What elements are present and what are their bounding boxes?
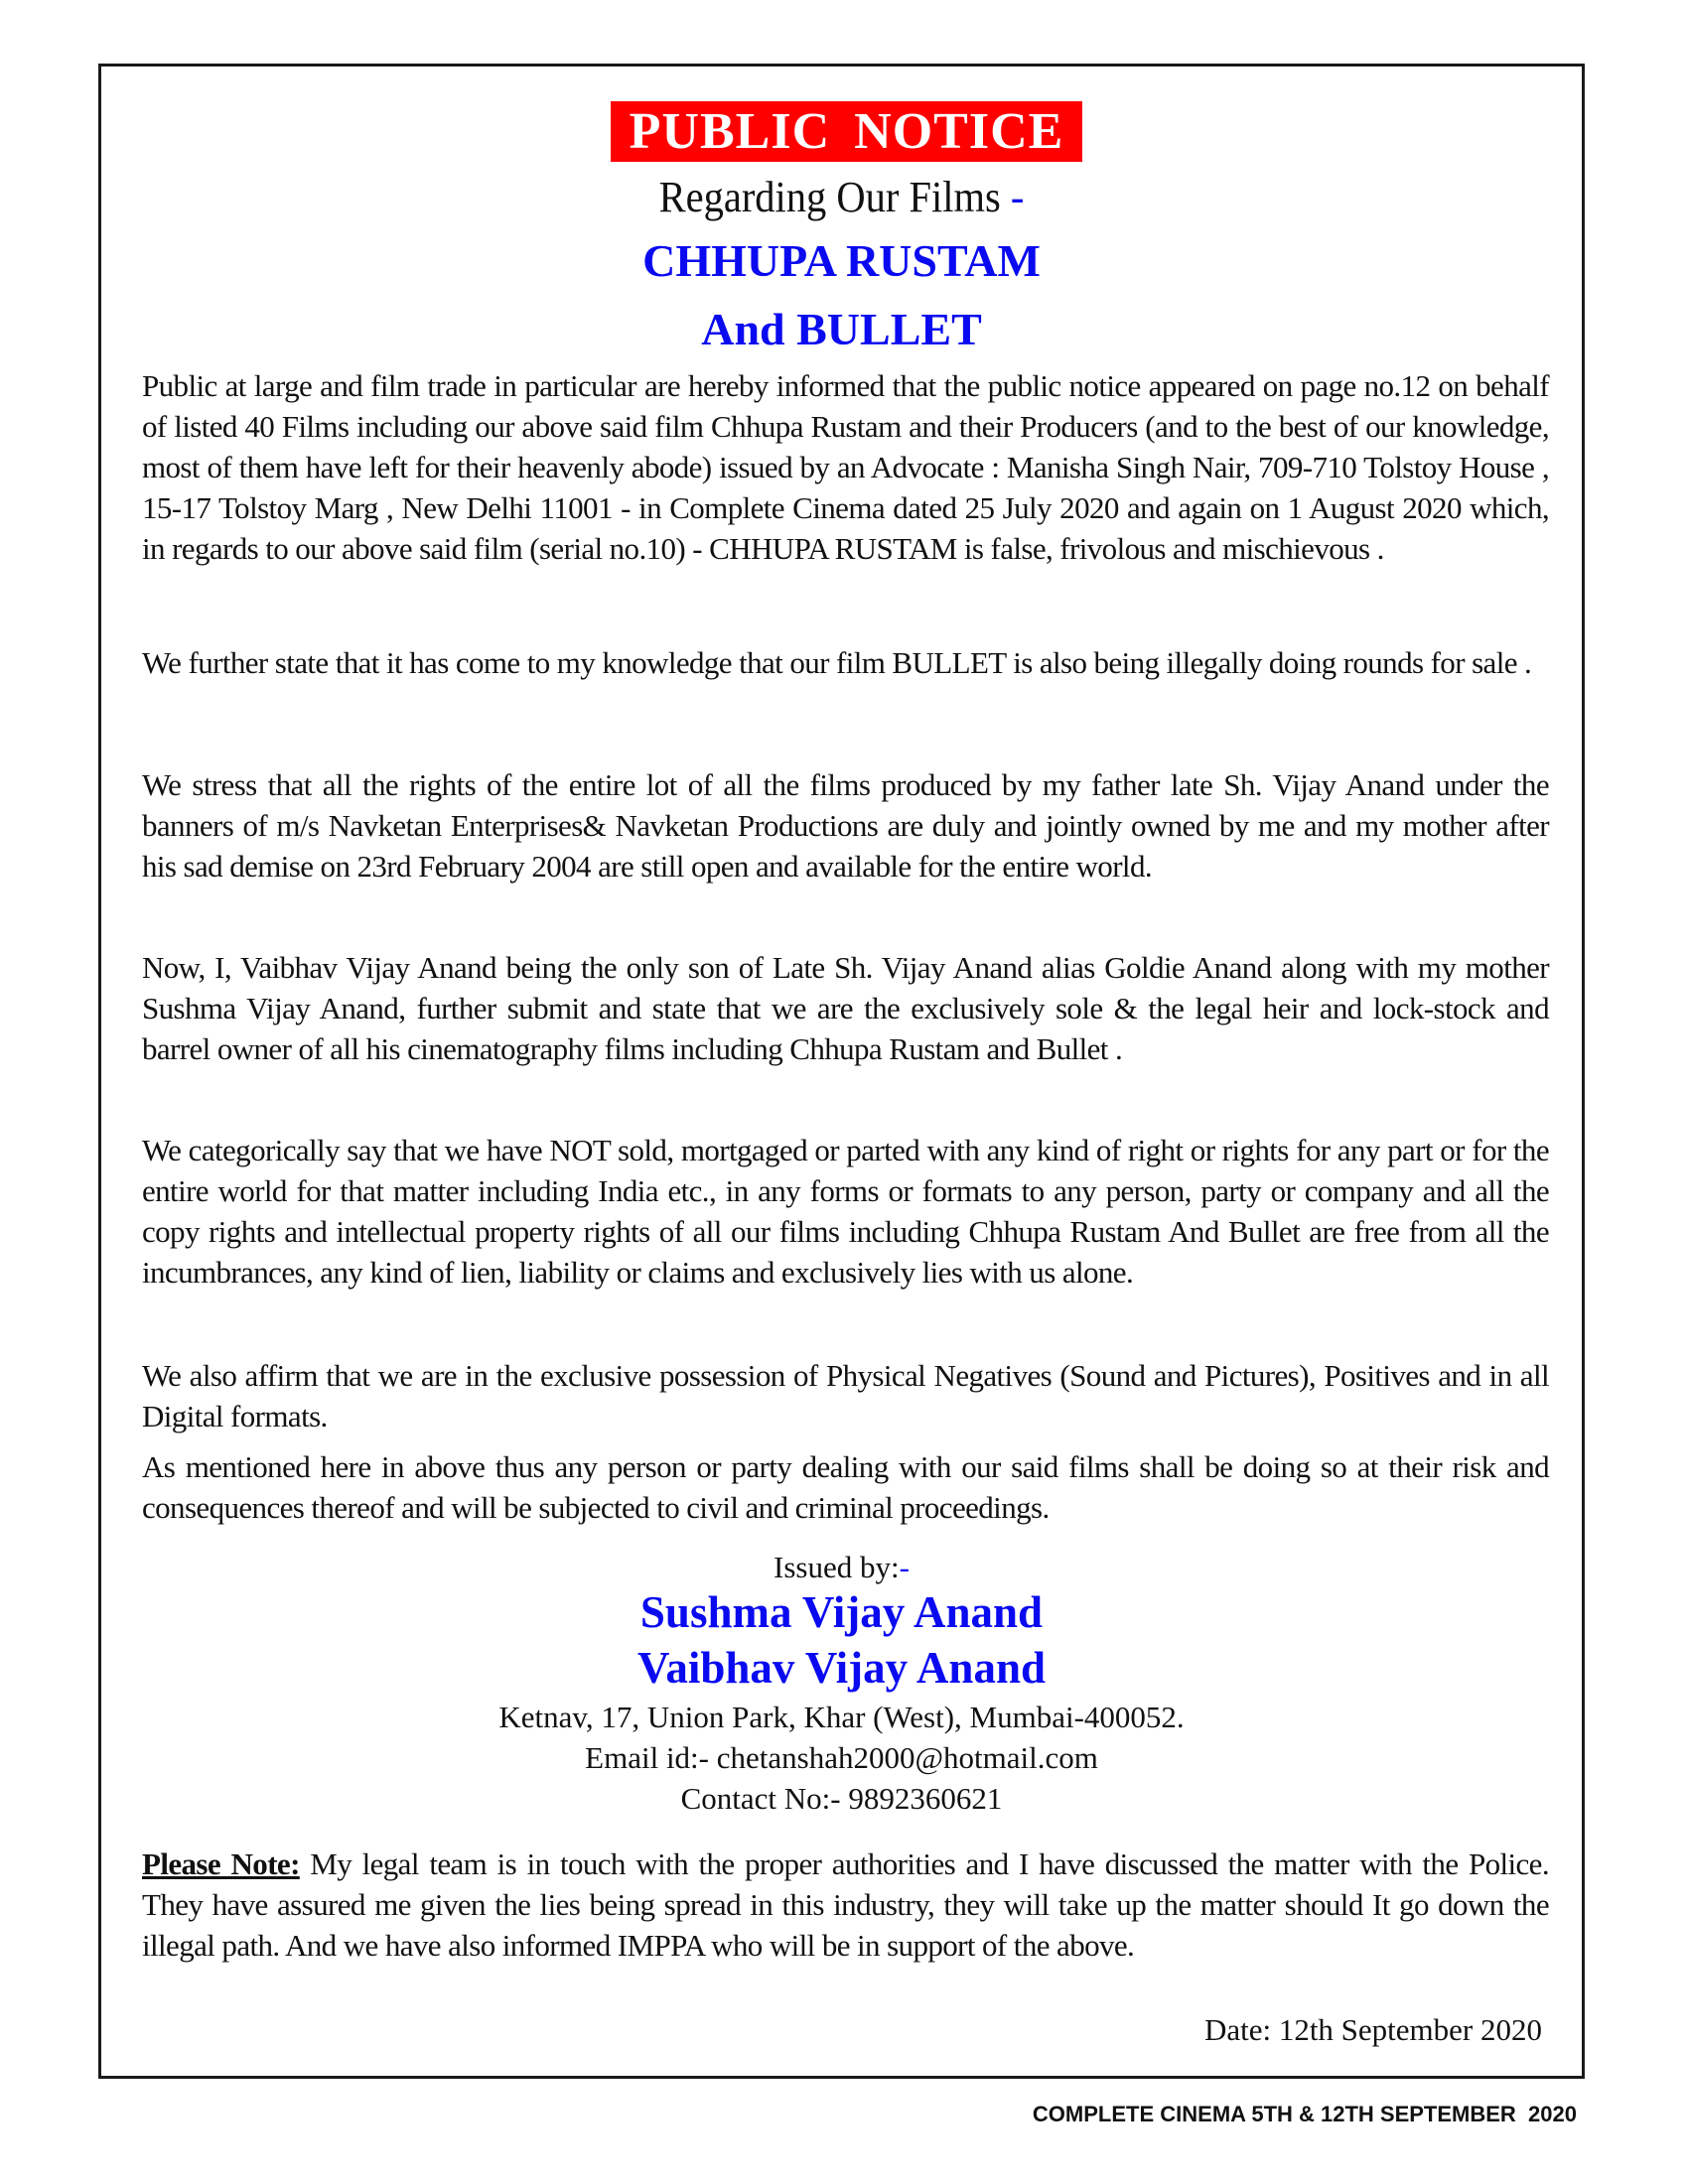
issuer-name-sushma: Sushma Vijay Anand bbox=[639, 1587, 1044, 1637]
publication-footer: COMPLETE CINEMA 5TH & 12TH SEPTEMBER 2020 bbox=[1032, 2102, 1577, 2126]
issuer-address: Ketnav, 17, Union Park, Khar (West), Mumbai-400052. bbox=[498, 1700, 1185, 1734]
paragraph-notice-false: Public at large and film trade in particular are hereby informed that the public notice appeared on page no.12 on behalf of listed 40 Films including our above said film Chhupa Rustam and their Producers (and to the best of our knowledge, most of them have left for their heavenly abode) issued by an Advocate : Manisha Singh Nair, 709-710 Tolstoy House , 15-17 Tolstoy Marg , New Delhi 11001 - in Complete Cinema dated 25 July 2020 and again on 1 August 2020 which, in regards to our above said film (serial no.10) - CHHUPA RUSTAM is false, frivolous and mischievous . bbox=[142, 368, 1549, 566]
issuer-contact-number: Contact No:- 9892360621 bbox=[680, 1781, 1003, 1816]
paragraph-legal-heir: Now, I, Vaibhav Vijay Anand being the only son of Late Sh. Vijay Anand alias Goldie Anand along with my mother Sushma Vijay Anand, further submit and state that we are the exclusively sole & the legal heir and lock-stock and barrel owner of all his cinematography films including Chhupa Rustam and Bullet . bbox=[142, 950, 1549, 1066]
please-note-label: Please Note: bbox=[142, 1846, 300, 1881]
subtitle-text: Regarding Our Films bbox=[658, 173, 1011, 221]
film-title-chhupa-rustam: CHHUPA RUSTAM bbox=[642, 235, 1041, 286]
please-note-text: My legal team is in touch with the proper authorities and I have discussed the matter with the Police. They have assured me given the lies being spread in this industry, they will take up the matter should It go down the illegal path. And we have also informed IMPPA who will be in support of the above. bbox=[142, 1846, 1549, 1963]
film-title-bullet: And BULLET bbox=[701, 304, 982, 354]
please-note-paragraph bbox=[142, 1843, 1549, 1966]
issuer-email: Email id:- chetanshah2000@hotmail.com bbox=[585, 1740, 1098, 1775]
notice-subtitle bbox=[161, 172, 1523, 223]
paragraph-warning: As mentioned here in above thus any person or party dealing with our said films shall be doing so at their risk and consequences thereof and will be subjected to civil and criminal proceedings. bbox=[142, 1449, 1549, 1525]
paragraph-bullet-sale: We further state that it has come to my knowledge that our film BULLET is also being illegally doing rounds for sale . bbox=[142, 645, 1532, 680]
paragraph-negatives: We also affirm that we are in the exclusive possession of Physical Negatives (Sound and Pictures), Positives and in all Digital formats. bbox=[142, 1358, 1549, 1433]
subtitle-dash: - bbox=[1010, 173, 1025, 221]
public-notice-box bbox=[98, 64, 1585, 2079]
paragraph-rights-ownership: We stress that all the rights of the entire lot of all the films produced by my father late Sh. Vijay Anand under the banners of m/s Navketan Enterprises& Navketan Productions are duly and jointly owned by me and my mother after his sad demise on 23rd February 2004 are still open and available for the entire world. bbox=[142, 767, 1549, 884]
notice-date: Date: 12th September 2020 bbox=[1203, 2012, 1542, 2047]
issued-by-label bbox=[101, 1548, 1582, 1587]
public-notice-banner: PUBLIC NOTICE bbox=[611, 101, 1082, 162]
paragraph-not-sold: We categorically say that we have NOT sold, mortgaged or parted with any kind of right or rights for any part or for the entire world for that matter including India etc., in any forms or formats to any person, party or company and all the copy rights and intellectual property rights of all our films including Chhupa Rustam And Bullet are free from all the incumbrances, any kind of lien, liability or claims and exclusively lies with us alone. bbox=[142, 1133, 1549, 1290]
issuer-name-vaibhav: Vaibhav Vijay Anand bbox=[636, 1643, 1047, 1693]
issued-by-text: Issued by: bbox=[774, 1550, 900, 1584]
issued-by-dash: - bbox=[899, 1550, 910, 1584]
